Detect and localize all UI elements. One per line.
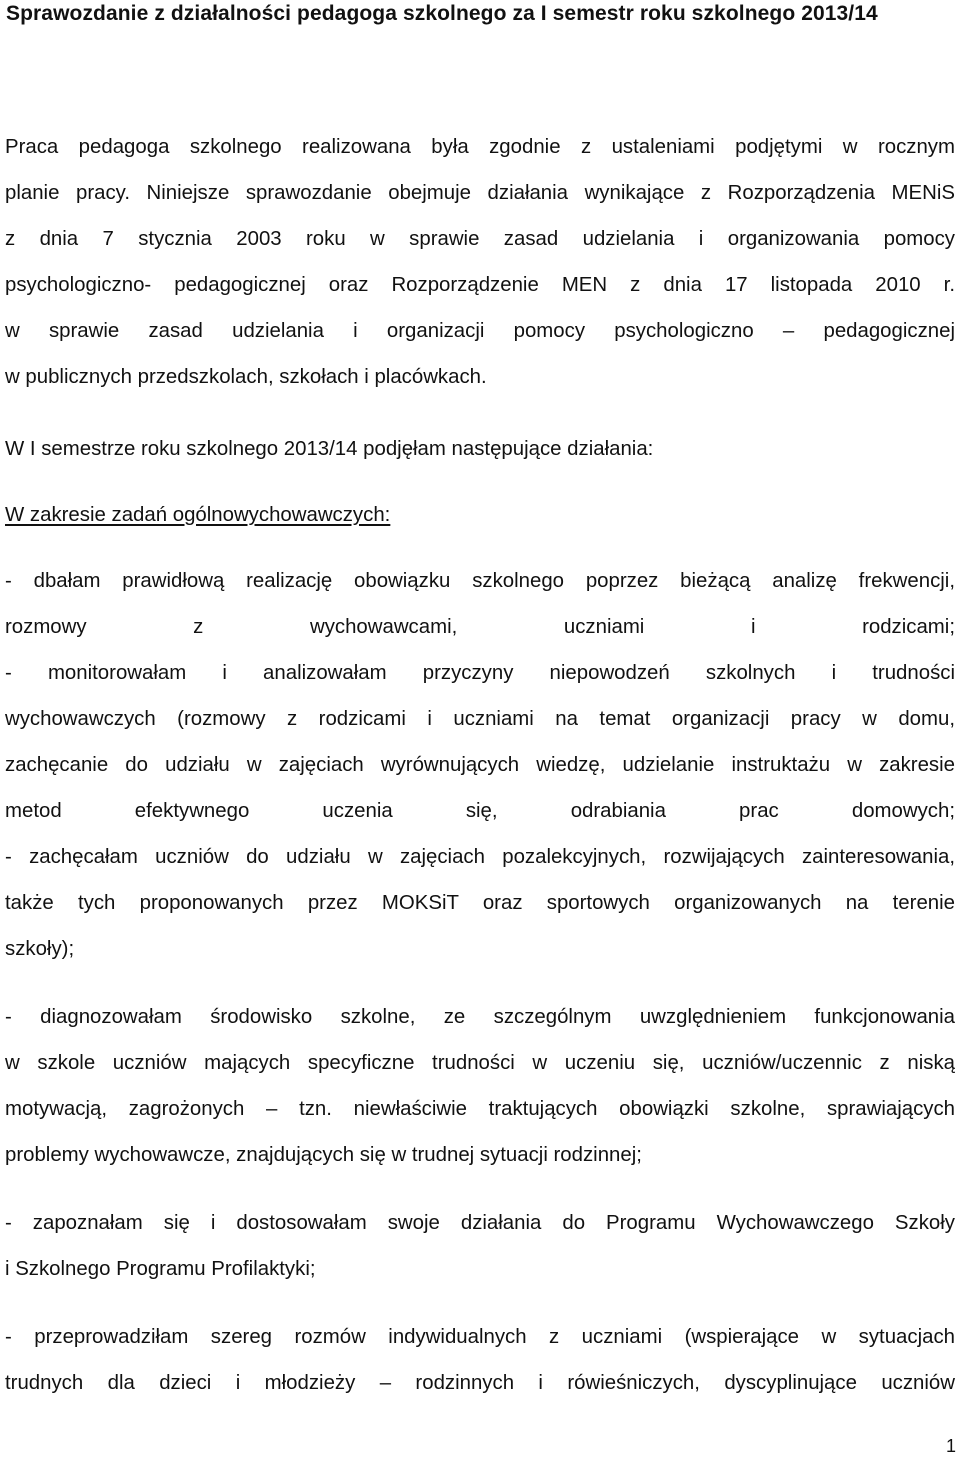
list-item-line: - zachęcałam uczniów do udziału w zajęciach pozalekcyjnych, rozwijających zainteresowania, [5,846,955,868]
list-item-line: zachęcanie do udziału w zajęciach wyrównujących wiedzę, udzielanie instruktażu w zakresie [5,754,955,776]
list-item-line: i Szkolnego Programu Profilaktyki; [5,1258,316,1280]
list-item-line: w szkole uczniów mających specyficzne trudności w uczeniu się, uczniów/uczennic z niską [5,1052,955,1074]
page-number: 1 [945,1436,956,1456]
list-item-line: - diagnozowałam środowisko szkolne, ze szczególnym uwzględnieniem funkcjonowania [5,1006,955,1028]
list-item-line: szkoły); [5,938,75,960]
list-item-line: - dbałam prawidłową realizację obowiązku szkolnego poprzez bieżącą analizę frekwencji, [5,570,955,592]
list-item-line: rozmowy z wychowawcami, uczniami i rodzicami; [5,616,955,638]
section-heading: W zakresie zadań ogólnowychowawczych: [5,504,391,526]
paragraph-line: z dnia 7 stycznia 2003 roku w sprawie zasad udzielania i organizowania pomocy [5,228,955,250]
paragraph-line: w publicznych przedszkolach, szkołach i placówkach. [5,366,487,388]
list-item-line: problemy wychowawcze, znajdujących się w trudnej sytuacji rodzinnej; [5,1144,642,1166]
list-item-line: metod efektywnego uczenia się, odrabiania prac domowych; [5,800,955,822]
paragraph-line: planie pracy. Niniejsze sprawozdanie obejmuje działania wynikające z Rozporządzenia MENiS [5,182,955,204]
list-item-line: trudnych dla dzieci i młodzieży – rodzinnych i rówieśniczych, dyscyplinujące uczniów [5,1372,955,1394]
section-intro: W I semestrze roku szkolnego 2013/14 podjęłam następujące działania: [5,438,654,460]
list-item-line: wychowawczych (rozmowy z rodzicami i uczniami na temat organizacji pracy w domu, [5,708,955,730]
paragraph-line: psychologiczno- pedagogicznej oraz Rozporządzenie MEN z dnia 17 listopada 2010 r. [5,274,955,296]
paragraph-line: Praca pedagoga szkolnego realizowana była zgodnie z ustaleniami podjętymi w rocznym [5,136,955,158]
list-item-line: - zapoznałam się i dostosowałam swoje działania do Programu Wychowawczego Szkoły [5,1212,955,1234]
paragraph-line: w sprawie zasad udzielania i organizacji pomocy psychologiczno – pedagogicznej [5,320,955,342]
list-item-line: - przeprowadziłam szereg rozmów indywidualnych z uczniami (wspierające w sytuacjach [5,1326,955,1348]
list-item-line: motywacją, zagrożonych – tzn. niewłaściwie traktujących obowiązki szkolne, sprawiających [5,1098,955,1120]
list-item-line: - monitorowałam i analizowałam przyczyny niepowodzeń szkolnych i trudności [5,662,955,684]
list-item-line: także tych proponowanych przez MOKSiT oraz sportowych organizowanych na terenie [5,892,955,914]
document-title: Sprawozdanie z działalności pedagoga szkolnego za I semestr roku szkolnego 2013/14 [6,2,878,25]
